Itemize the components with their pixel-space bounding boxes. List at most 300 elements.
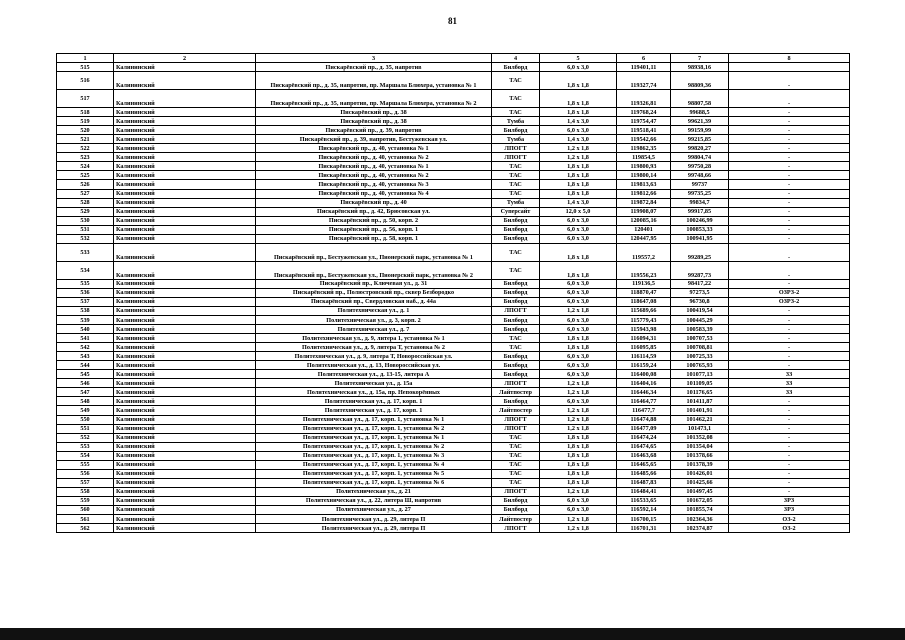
district-cell: Калининский [114, 334, 256, 343]
row-number-cell: 515 [57, 63, 114, 72]
size-cell: 1,8 x 1,8 [540, 460, 617, 469]
size-cell: 6,0 x 3,0 [540, 370, 617, 379]
district-cell: Калининский [114, 397, 256, 406]
zone-cell: - [729, 433, 850, 442]
zone-cell: ЗЗ [729, 379, 850, 388]
structure-type-cell: ТАС [492, 343, 540, 352]
zone-cell: - [729, 225, 850, 234]
coord-x-cell: 116159,24 [617, 361, 671, 370]
address-cell: Политехническая ул., д. 17, корп. 1 [256, 397, 492, 406]
address-cell: Пискарёвский пр., Свердловская наб., д. 44а [256, 297, 492, 306]
district-cell: Калининский [114, 306, 256, 315]
structure-type-cell: Билборд [492, 63, 540, 72]
coord-y-cell: 99820,27 [671, 144, 729, 153]
zone-cell: - [729, 144, 850, 153]
coord-x-cell: 116477,09 [617, 424, 671, 433]
column-header-3: 3 [256, 54, 492, 63]
structure-type-cell: Тумба [492, 198, 540, 207]
address-cell: Политехническая ул., д. 13, Новороссийская ул. [256, 361, 492, 370]
structure-type-cell: Билборд [492, 297, 540, 306]
coord-y-cell: 99621,39 [671, 117, 729, 126]
coord-y-cell: 101109,05 [671, 379, 729, 388]
structure-type-cell: Билборд [492, 126, 540, 135]
structure-type-cell: ТАС [492, 442, 540, 451]
address-cell: Политехническая ул., д. 17, корп. 1, установка № 1 [256, 433, 492, 442]
address-cell: Пискарёвский пр., д. 40, установка № 1 [256, 144, 492, 153]
zone-cell: - [729, 306, 850, 315]
district-cell: Калининский [114, 162, 256, 171]
address-cell: Политехническая ул., д. 17, корп. 1, установка № 2 [256, 424, 492, 433]
size-cell: 1,4 x 3,0 [540, 198, 617, 207]
row-number-cell: 528 [57, 198, 114, 207]
coord-y-cell: 101462,21 [671, 415, 729, 424]
coord-x-cell: 116404,16 [617, 379, 671, 388]
row-number-cell: 546 [57, 379, 114, 388]
size-cell: 6,0 x 3,0 [540, 225, 617, 234]
district-cell: Калининский [114, 505, 256, 514]
size-cell: 1,2 x 1,8 [540, 524, 617, 533]
coord-y-cell: 101672,05 [671, 496, 729, 505]
district-cell: Калининский [114, 171, 256, 180]
size-cell: 6,0 x 3,0 [540, 234, 617, 243]
address-cell: Политехническая ул., д. 29, литера П [256, 515, 492, 524]
coord-y-cell: 99750,28 [671, 162, 729, 171]
coord-y-cell: 99917,85 [671, 207, 729, 216]
district-cell: Калининский [114, 433, 256, 442]
row-number-cell: 533 [57, 243, 114, 261]
structure-type-cell: Лайтпостер [492, 406, 540, 415]
zone-cell: ОЗ-2 [729, 524, 850, 533]
coord-x-cell: 118870,47 [617, 288, 671, 297]
table-row [57, 162, 850, 171]
coord-y-cell: 100707,53 [671, 334, 729, 343]
coord-y-cell: 98938,16 [671, 63, 729, 72]
row-number-cell: 519 [57, 117, 114, 126]
address-cell: Пискарёвский пр., д. 58, корп. 1 [256, 234, 492, 243]
coord-y-cell: 100725,33 [671, 352, 729, 361]
row-number-cell: 537 [57, 297, 114, 306]
address-cell: Пискарёвский пр., д. 35, напротив [256, 63, 492, 72]
table-row [57, 225, 850, 234]
table-row [57, 424, 850, 433]
coord-x-cell: 119327,74 [617, 72, 671, 90]
coord-x-cell: 116533,65 [617, 496, 671, 505]
table-row [57, 442, 850, 451]
coord-x-cell: 116094,31 [617, 334, 671, 343]
coord-y-cell: 101497,45 [671, 487, 729, 496]
zone-cell: - [729, 397, 850, 406]
column-header-1: 1 [57, 54, 114, 63]
size-cell: 6,0 x 3,0 [540, 288, 617, 297]
coord-x-cell: 119908,07 [617, 207, 671, 216]
structure-type-cell: Билборд [492, 370, 540, 379]
row-number-cell: 532 [57, 234, 114, 243]
coord-x-cell: 119800,14 [617, 171, 671, 180]
table-row [57, 451, 850, 460]
address-cell: Пискарёвский пр., д. 38 [256, 108, 492, 117]
address-cell: Пискарёвский пр., д. 40, установка № 1 [256, 162, 492, 171]
coord-y-cell: 102364,36 [671, 515, 729, 524]
district-cell: Калининский [114, 198, 256, 207]
zone-cell: - [729, 469, 850, 478]
address-cell: Пискарёвский пр., д. 40, установка № 2 [256, 171, 492, 180]
district-cell: Калининский [114, 415, 256, 424]
zone-cell: ЗРЗ [729, 496, 850, 505]
row-number-cell: 518 [57, 108, 114, 117]
coord-x-cell: 115779,43 [617, 315, 671, 324]
structure-type-cell: Суперсайт [492, 207, 540, 216]
address-cell: Пискарёвский пр., д. 40 [256, 198, 492, 207]
address-cell: Политехническая ул., д. 27 [256, 505, 492, 514]
coord-y-cell: 100941,95 [671, 234, 729, 243]
zone-cell: - [729, 153, 850, 162]
coord-y-cell: 99804,74 [671, 153, 729, 162]
coord-x-cell: 116592,14 [617, 505, 671, 514]
table-row [57, 234, 850, 243]
coord-x-cell: 116485,66 [617, 469, 671, 478]
table-row [57, 189, 850, 198]
size-cell: 1,2 x 1,8 [540, 379, 617, 388]
coord-x-cell: 116484,41 [617, 487, 671, 496]
coord-x-cell: 116463,68 [617, 451, 671, 460]
size-cell: 1,2 x 1,8 [540, 415, 617, 424]
row-number-cell: 523 [57, 153, 114, 162]
size-cell: 12,0 x 5,0 [540, 207, 617, 216]
district-cell: Калининский [114, 243, 256, 261]
zone-cell: - [729, 72, 850, 90]
district-cell: Калининский [114, 117, 256, 126]
coord-y-cell: 99834,7 [671, 198, 729, 207]
table-row [57, 325, 850, 334]
row-number-cell: 556 [57, 469, 114, 478]
zone-cell: - [729, 243, 850, 261]
coord-y-cell: 101352,08 [671, 433, 729, 442]
table-row [57, 135, 850, 144]
zone-cell: - [729, 198, 850, 207]
address-cell: Политехническая ул., д. 1 [256, 306, 492, 315]
zone-cell: - [729, 442, 850, 451]
address-cell: Пискарёвский пр., д. 42, Брюсовская ул. [256, 207, 492, 216]
address-cell: Пискарёвский пр., д. 35, напротив, пр. Маршала Блюхера, установка № 2 [256, 90, 492, 108]
coord-y-cell: 101176,65 [671, 388, 729, 397]
table-row [57, 144, 850, 153]
district-cell: Калининский [114, 234, 256, 243]
structure-type-cell: ТАС [492, 451, 540, 460]
coord-x-cell: 119854,5 [617, 153, 671, 162]
coord-y-cell: 99215,85 [671, 135, 729, 144]
coord-y-cell: 101401,91 [671, 406, 729, 415]
address-cell: Политехническая ул., д. 3, корп. 2 [256, 315, 492, 324]
table-row [57, 153, 850, 162]
table-row [57, 343, 850, 352]
address-cell: Политехническая ул., д. 22, литера Ш, напротив [256, 496, 492, 505]
table-row [57, 108, 850, 117]
coord-y-cell: 100583,39 [671, 325, 729, 334]
coord-x-cell: 116446,34 [617, 388, 671, 397]
zone-cell: ЗЗ [729, 370, 850, 379]
district-cell: Калининский [114, 126, 256, 135]
zone-cell: - [729, 460, 850, 469]
district-cell: Калининский [114, 451, 256, 460]
district-cell: Калининский [114, 63, 256, 72]
zone-cell: - [729, 451, 850, 460]
district-cell: Калининский [114, 180, 256, 189]
table-row [57, 406, 850, 415]
row-number-cell: 517 [57, 90, 114, 108]
row-number-cell: 539 [57, 315, 114, 324]
table-row [57, 524, 850, 533]
district-cell: Калининский [114, 361, 256, 370]
table-row [57, 315, 850, 324]
coord-y-cell: 101855,74 [671, 505, 729, 514]
district-cell: Калининский [114, 90, 256, 108]
zone-cell: - [729, 279, 850, 288]
row-number-cell: 538 [57, 306, 114, 315]
address-cell: Пискарёвский пр., д. 39, напротив [256, 126, 492, 135]
zone-cell: ОЗ-2 [729, 515, 850, 524]
zone-cell: - [729, 261, 850, 279]
row-number-cell: 540 [57, 325, 114, 334]
size-cell: 1,8 x 1,8 [540, 343, 617, 352]
coord-x-cell: 116474,65 [617, 442, 671, 451]
structure-type-cell: ЛПОГТ [492, 153, 540, 162]
table-row [57, 216, 850, 225]
size-cell: 6,0 x 3,0 [540, 216, 617, 225]
row-number-cell: 558 [57, 487, 114, 496]
table-row [57, 460, 850, 469]
coord-y-cell: 100246,99 [671, 216, 729, 225]
structure-type-cell: ТАС [492, 334, 540, 343]
district-cell: Калининский [114, 288, 256, 297]
address-cell: Политехническая ул., д. 15а [256, 379, 492, 388]
table-row [57, 126, 850, 135]
size-cell: 1,8 x 1,8 [540, 261, 617, 279]
district-cell: Калининский [114, 216, 256, 225]
structure-type-cell: ЛПОГТ [492, 379, 540, 388]
address-cell: Политехническая ул., д. 7 [256, 325, 492, 334]
structure-type-cell: Билборд [492, 234, 540, 243]
row-number-cell: 531 [57, 225, 114, 234]
zone-cell: - [729, 234, 850, 243]
table-row [57, 397, 850, 406]
table-row [57, 487, 850, 496]
size-cell: 1,8 x 1,8 [540, 478, 617, 487]
row-number-cell: 560 [57, 505, 114, 514]
structure-type-cell: ЛПОГТ [492, 415, 540, 424]
table-row [57, 370, 850, 379]
district-cell: Калининский [114, 469, 256, 478]
address-cell: Пискарёвский пр., д. 40, установка № 4 [256, 189, 492, 198]
address-cell: Пискарёвский пр., д. 56, корп. 1 [256, 225, 492, 234]
coord-x-cell: 119542,66 [617, 135, 671, 144]
row-number-cell: 524 [57, 162, 114, 171]
district-cell: Калининский [114, 487, 256, 496]
row-number-cell: 526 [57, 180, 114, 189]
district-cell: Калининский [114, 496, 256, 505]
column-header-5: 5 [540, 54, 617, 63]
district-cell: Калининский [114, 406, 256, 415]
zone-cell: - [729, 207, 850, 216]
zone-cell: - [729, 487, 850, 496]
size-cell: 6,0 x 3,0 [540, 361, 617, 370]
size-cell: 1,8 x 1,8 [540, 90, 617, 108]
structure-type-cell: ЛПОГТ [492, 424, 540, 433]
coord-x-cell: 116474,24 [617, 433, 671, 442]
address-cell: Политехническая ул., д. 13-15, литера А [256, 370, 492, 379]
address-cell: Пискарёвский пр., Полюстровский пр., сквер Безбородко [256, 288, 492, 297]
coord-x-cell: 116700,15 [617, 515, 671, 524]
table-row [57, 496, 850, 505]
table-row [57, 90, 850, 108]
table-row [57, 505, 850, 514]
structure-type-cell: Билборд [492, 325, 540, 334]
district-cell: Калининский [114, 72, 256, 90]
zone-cell: - [729, 325, 850, 334]
structure-type-cell: ТАС [492, 261, 540, 279]
zone-cell: - [729, 415, 850, 424]
size-cell: 1,8 x 1,8 [540, 108, 617, 117]
coord-y-cell: 100853,33 [671, 225, 729, 234]
coord-x-cell: 119872,84 [617, 198, 671, 207]
coord-x-cell: 119401,11 [617, 63, 671, 72]
row-number-cell: 520 [57, 126, 114, 135]
table-row [57, 180, 850, 189]
address-cell: Политехническая ул., д. 17, корп. 1, установка № 1 [256, 415, 492, 424]
address-cell: Политехническая ул., д. 9, литера 1, установка № 1 [256, 334, 492, 343]
size-cell: 1,8 x 1,8 [540, 162, 617, 171]
address-cell: Политехническая ул., д. 17, корп. 1, установка № 2 [256, 442, 492, 451]
address-cell: Пискарёвский пр., д. 50, корп. 2 [256, 216, 492, 225]
zone-cell: ОЗРЗ-2 [729, 288, 850, 297]
coord-x-cell: 116701,31 [617, 524, 671, 533]
address-cell: Политехническая ул., д. 17, корп. 1, установка № 4 [256, 460, 492, 469]
coord-x-cell: 119812,66 [617, 189, 671, 198]
district-cell: Калининский [114, 478, 256, 487]
size-cell: 1,8 x 1,8 [540, 189, 617, 198]
address-cell: Политехническая ул., д. 9, литера Т, установка № 2 [256, 343, 492, 352]
zone-cell [729, 63, 850, 72]
address-cell: Пискарёвский пр., д. 38 [256, 117, 492, 126]
size-cell: 6,0 x 3,0 [540, 315, 617, 324]
row-number-cell: 521 [57, 135, 114, 144]
coord-x-cell: 119326,81 [617, 90, 671, 108]
row-number-cell: 527 [57, 189, 114, 198]
coord-x-cell: 119754,47 [617, 117, 671, 126]
structure-type-cell: Тумба [492, 135, 540, 144]
size-cell: 1,2 x 1,8 [540, 144, 617, 153]
district-cell: Калининский [114, 153, 256, 162]
district-cell: Калининский [114, 108, 256, 117]
structure-type-cell: ТАС [492, 108, 540, 117]
structure-type-cell: ЛПОГТ [492, 524, 540, 533]
size-cell: 1,2 x 1,8 [540, 306, 617, 315]
coord-y-cell: 96730,8 [671, 297, 729, 306]
size-cell: 1,2 x 1,8 [540, 424, 617, 433]
coord-x-cell: 116474,88 [617, 415, 671, 424]
size-cell: 6,0 x 3,0 [540, 126, 617, 135]
table-row [57, 63, 850, 72]
size-cell: 6,0 x 3,0 [540, 297, 617, 306]
address-cell: Пискарёвский пр., Бестужевская ул., Пионерский парк, установка № 2 [256, 261, 492, 279]
coord-x-cell: 119813,63 [617, 180, 671, 189]
table-row [57, 171, 850, 180]
row-number-cell: 534 [57, 261, 114, 279]
address-cell: Политехническая ул., д. 17, корп. 1, установка № 5 [256, 469, 492, 478]
zone-cell: - [729, 478, 850, 487]
zone-cell: - [729, 424, 850, 433]
structure-type-cell: ТАС [492, 162, 540, 171]
size-cell: 1,2 x 1,8 [540, 487, 617, 496]
address-cell: Пискарёвский пр., д. 40, установка № 3 [256, 180, 492, 189]
coord-y-cell: 100765,93 [671, 361, 729, 370]
structure-type-cell: Билборд [492, 279, 540, 288]
coord-x-cell: 115689,66 [617, 306, 671, 315]
table-row [57, 469, 850, 478]
structure-type-cell: Лайтпостер [492, 515, 540, 524]
district-cell: Калининский [114, 343, 256, 352]
structure-type-cell: ТАС [492, 171, 540, 180]
row-number-cell: 530 [57, 216, 114, 225]
row-number-cell: 516 [57, 72, 114, 90]
size-cell: 1,8 x 1,8 [540, 171, 617, 180]
coord-x-cell: 116464,77 [617, 397, 671, 406]
row-number-cell: 557 [57, 478, 114, 487]
coord-y-cell: 98417,22 [671, 279, 729, 288]
coord-y-cell: 100708,81 [671, 343, 729, 352]
district-cell: Калининский [114, 207, 256, 216]
size-cell: 6,0 x 3,0 [540, 325, 617, 334]
coord-x-cell: 115943,98 [617, 325, 671, 334]
address-cell: Политехническая ул., д. 9, литера Т, Новороссийская ул. [256, 352, 492, 361]
column-header-6: 6 [617, 54, 671, 63]
row-number-cell: 562 [57, 524, 114, 533]
scan-edge-bar [0, 628, 905, 640]
zone-cell: - [729, 117, 850, 126]
district-cell: Калининский [114, 135, 256, 144]
table-row [57, 415, 850, 424]
coord-y-cell: 101378,66 [671, 451, 729, 460]
coord-y-cell: 99737 [671, 180, 729, 189]
size-cell: 1,2 x 1,8 [540, 406, 617, 415]
zone-cell: - [729, 361, 850, 370]
row-number-cell: 548 [57, 397, 114, 406]
row-number-cell: 551 [57, 424, 114, 433]
coord-x-cell: 116477,7 [617, 406, 671, 415]
zone-cell: - [729, 334, 850, 343]
address-cell: Политехническая ул., д. 17, корп. 1 [256, 406, 492, 415]
zone-cell: ЗРЗ [729, 505, 850, 514]
size-cell: 1,8 x 1,8 [540, 72, 617, 90]
district-cell: Калининский [114, 189, 256, 198]
address-cell: Пискарёвский пр., д. 39, напротив, Бестужевская ул. [256, 135, 492, 144]
district-cell: Калининский [114, 379, 256, 388]
structure-type-cell: Лайтпостер [492, 388, 540, 397]
coord-x-cell: 119556,23 [617, 261, 671, 279]
row-number-cell: 561 [57, 515, 114, 524]
district-cell: Калининский [114, 370, 256, 379]
table-row [57, 288, 850, 297]
table-row [57, 261, 850, 279]
coord-x-cell: 116400,08 [617, 370, 671, 379]
address-cell: Пискарёвский пр., Бестужевская ул., Пионерский парк, установка № 1 [256, 243, 492, 261]
coord-y-cell: 98809,36 [671, 72, 729, 90]
zone-cell: - [729, 315, 850, 324]
structure-type-cell: ТАС [492, 469, 540, 478]
coord-x-cell: 116487,83 [617, 478, 671, 487]
table-row [57, 198, 850, 207]
table-row [57, 306, 850, 315]
row-number-cell: 544 [57, 361, 114, 370]
